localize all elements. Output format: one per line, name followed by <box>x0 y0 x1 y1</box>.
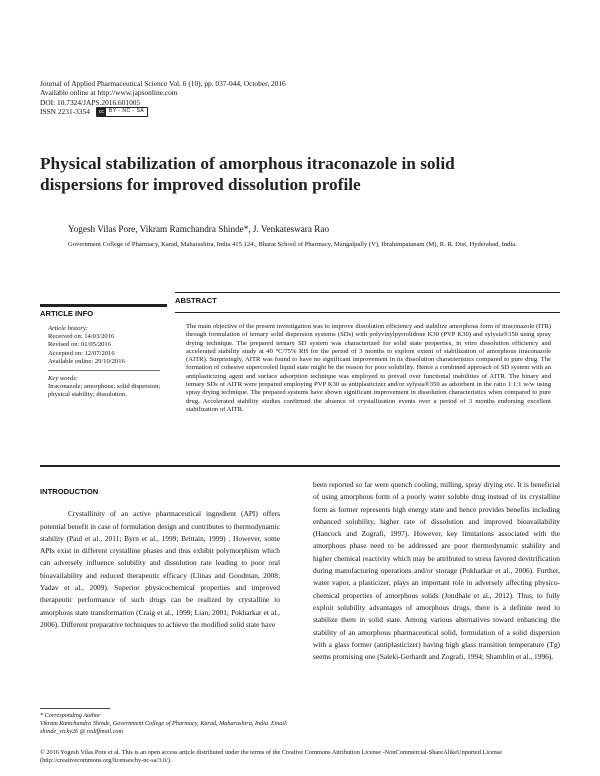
keywords: Itraconazole; amorphous; solid dispersion; physical stability; dissolution. <box>48 383 161 399</box>
received-date: Received on: 14/03/2016 <box>48 333 115 341</box>
keywords-label: Key words: <box>48 375 78 383</box>
article-info <box>48 325 168 400</box>
journal-citation: Journal of Applied Pharmaceutical Science Vol. 6 (10), pp. 037-044, October, 2016 <box>40 79 286 88</box>
revised-date: Revised on: 01/05/2016 <box>48 341 112 349</box>
abstract-heading: ABSTRACT <box>175 292 560 305</box>
section-divider <box>40 465 560 467</box>
info-divider <box>48 370 160 371</box>
article-info-heading: ARTICLE INFO <box>40 304 167 318</box>
cc-icon: cc <box>98 108 104 115</box>
journal-header <box>40 79 460 117</box>
intro-paragraph-1: Crystallinity of an active pharmaceutical ingredient (API) offers potential benefit in case of formulation design and contributes to thermodynamic stability (Paul et al., 2011; Byrn et al., 1999; Brittain, 1999) . However, some APIs exist in different crystalline phases and thus exhibit polymorphism which can adversely influence solubility and dissolution rate leading to poor oral bioavailability and reduced therapeutic efficacy (Llinas and Goodman, 2008; Yadav et al., 2009). Superior physicochemical properties and improved therapeutic performance of such drugs can be realized by crystalline to amorphous state transformation (Craig et al., 1999; Lian, 2001; Pokharkar et al., 2006). Different preparative techniques to achieve the modified solid state have <box>40 509 280 629</box>
footnote <box>40 712 300 737</box>
affiliation: Government College of Pharmacy, Karad, Maharashtra, India 415 124., Bharat School of Pharmacy, Mangalpally (V), Ibrahimpatanam (M), R. R. Dist, Hyderabad, India. <box>68 241 517 248</box>
abstract-text: The main objective of the present investigation was to improve dissolution efficiency and stabilize amorphous form of itraconazole (ITR) through formulation of ternary solid dispersion systems (SDs) with polyvinylpyrrolidone K30 (PVP K30) and sylysia®350 using spray drying technique. The prepared ternary SD system was characterized for solid state properties, in vitro dissolution efficiency and accelerated stability study at 40 °C/75% RH for the period of 3 months to explore extent of stabilization of amorphous itraconazole (AITR). Surprisingly, AITR was found to have no significant improvement in its dissolution characteristics compared to pure drug. The formation of cohesive supercooled liquid state might be the reason for poor solubility. Hence a combined approach of SD system with an antiplasticizing agent and surface adsorption technique was employed to prevail over functional inabilities of AITR. The binary and ternary SDs of AITR were prepared employing PVP K30 as antiplasticizer and/or sylysia®350 as adsorbent in the ratio 1:1:1 w/w using spray drying technique. The prepared systems have shown significant improvement in dissolution characteristics when compared to pure drug. Accelerated stability studies confirmed the absence of crystallization events over a period of 3 months endorsing excellent stabilization of AITR. <box>186 323 551 413</box>
available-date: Available online: 29/10/2016 <box>48 357 125 365</box>
paper-title: Physical stabilization of amorphous itraconazole in solid dispersions for improved dissolution profile <box>40 154 455 194</box>
body-column-right: been reported so far were quench cooling, milling, spray drying etc. It is beneficial of using amorphous form of a poorly water soluble drug instead of its crystalline form as former represents high energy state and hence provides benefits including enhanced solubility, higher rate of dissolution and improved bioavailability (Hancock and Zografi, 1997). However, key limitations associated with the amorphous phase need to be addressed are poor thermodynamic stability and higher chemical reactivity which may be attributed to stress favored devitrification during manufacturing operations and/or storage (Pokharkar et al., 2006). Further, water vapor, a plasticizer, plays an important role in adversely affecting physico-chemical properties of amorphous solids (Jondhale et al., 2012). Thus, to fully exploit solubility advantages of amorphous drugs, there is a definite need to stabilize them in solid state. Among various alternatives toward enhancing the stability of an amorphous pharmaceutical solid, formulation of a solid dispersion with a glass former (antiplasticizer) having high glass transition temperature (Tg) seems promising one (Saleki-Gerhardt and Zografi, 1994; Shamblin et al., 1996). <box>313 480 560 662</box>
cc-license-badge[interactable] <box>96 107 148 117</box>
corresponding-author-details: Vikram Ramchandra Shinde, Government College of Pharmacy, Karad, Maharashtra, India. Email: shinde_vicky26 @ rediffmail.com <box>40 720 288 736</box>
cc-terms: BY - NC - SA <box>108 108 145 115</box>
accepted-date: Accepted on: 12/07/2016 <box>48 349 115 357</box>
introduction-heading: INTRODUCTION <box>40 487 99 496</box>
history-label: Article history: <box>48 325 89 332</box>
footnote-divider <box>40 708 110 709</box>
body-column-left <box>40 486 280 631</box>
journal-doi[interactable]: DOI: 10.7324/JAPS.2016.601005 <box>40 97 141 107</box>
authors: Yogesh Vilas Pore, Vikram Ramchandra Shinde*, J. Venkateswara Rao <box>68 224 330 234</box>
corresponding-author-label: * Corresponding Author <box>40 712 101 719</box>
journal-website[interactable]: Available online at http://www.japsonline.com <box>40 88 178 98</box>
copyright-notice: © 2016 Yogesh Vilas Pore et al. This is an open access article distributed under the terms of the Creative Commons Attribution License -NonCommercial-ShareAlikeUnported License (http://creativecommons.org/licenses/by-nc-sa/3.0/). <box>40 749 502 765</box>
journal-issn: ISSN 2231-3354 <box>40 107 90 117</box>
